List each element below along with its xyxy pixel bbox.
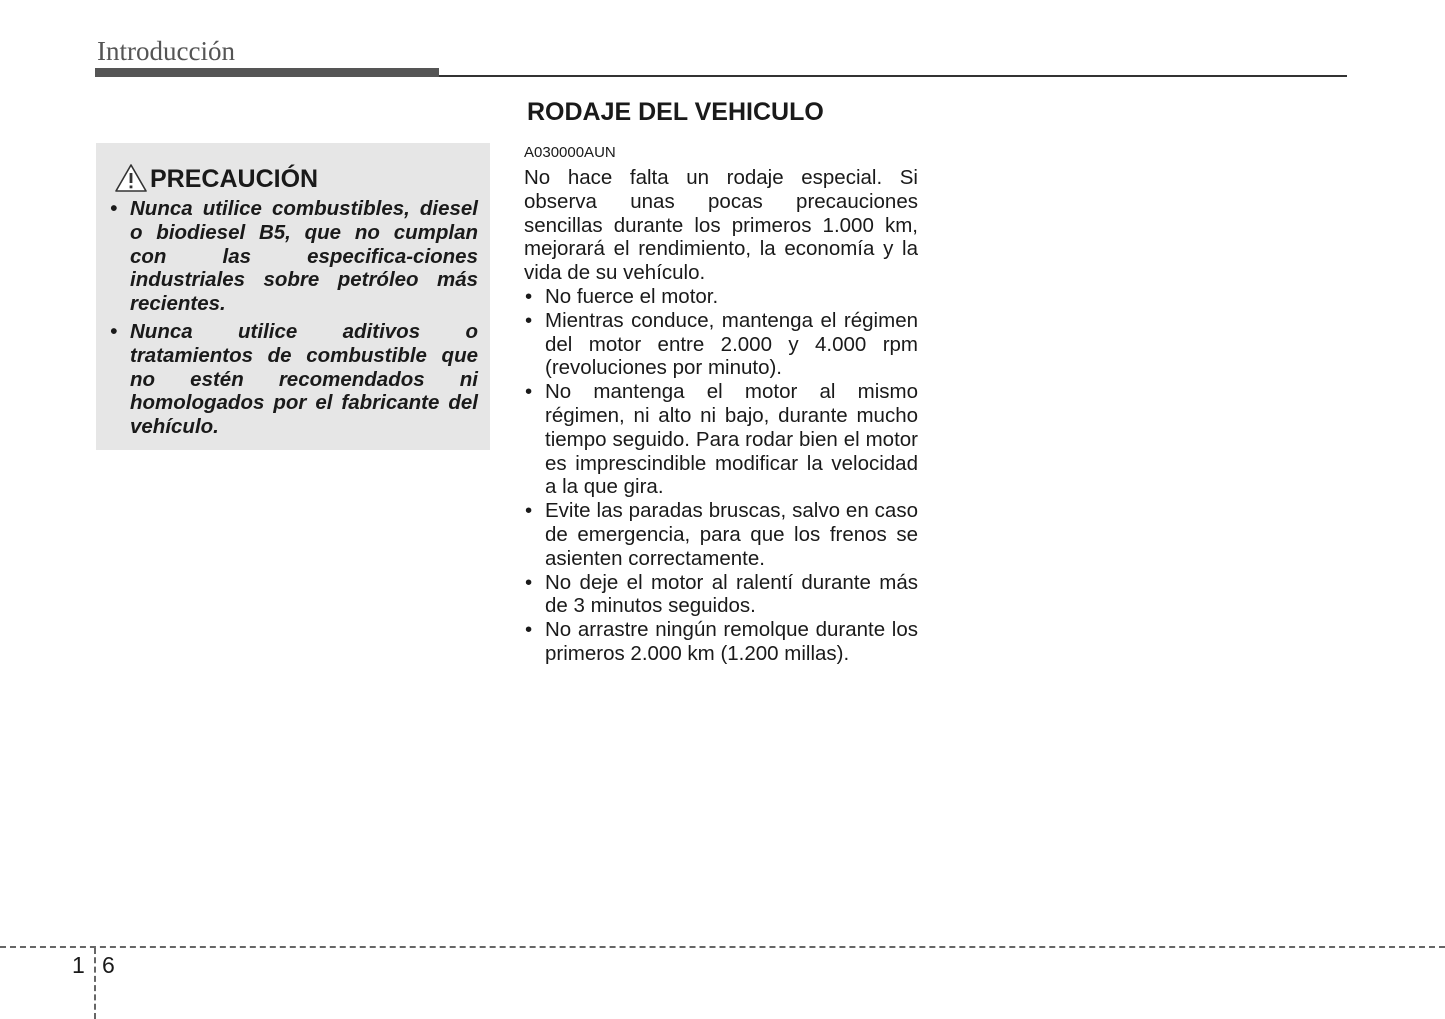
caution-item: • Nunca utilice aditivos o tratamientos de combustible que no estén recomendados ni homologados por el fabricante del vehículo. [108, 320, 478, 439]
list-item: • No deje el motor al ralentí durante más de 3 minutos seguidos. [524, 571, 918, 619]
section-title: RODAJE DEL VEHICULO [527, 98, 824, 126]
section-code: A030000AUN [524, 144, 616, 161]
page-number: 6 [102, 952, 115, 978]
footer-vertical-divider [94, 948, 96, 1019]
caution-title: PRECAUCIÓN [150, 165, 319, 193]
intro-paragraph: No hace falta un rodaje especial. Si observa unas pocas precauciones sencillas durante los primeros 1.000 km, mejorará el rendimiento, la economía y la vida de su vehículo. [524, 166, 918, 285]
list-item: • No mantenga el motor al mismo régimen, ni alto ni bajo, durante mucho tiempo seguido. Para rodar bien el motor es imprescindible modificar la velocidad a la que gira. [524, 380, 918, 499]
page-header-title: Introducción [97, 36, 235, 66]
caution-box [96, 143, 490, 450]
precautions-list [524, 285, 918, 666]
caution-header [108, 157, 478, 193]
footer-divider [0, 946, 1445, 948]
warning-triangle-icon [114, 163, 148, 193]
list-item: • No fuerce el motor. [524, 285, 918, 309]
chapter-number: 1 [72, 952, 85, 978]
main-column [524, 166, 918, 666]
caution-list [108, 197, 478, 439]
list-item: • No arrastre ningún remolque durante los primeros 2.000 km (1.200 millas). [524, 618, 918, 666]
caution-item: • Nunca utilice combustibles, diesel o biodiesel B5, que no cumplan con las especifica-ciones industriales sobre petróleo más recientes. [108, 197, 478, 316]
list-item: • Evite las paradas bruscas, salvo en caso de emergencia, para que los frenos se asienten correctamente. [524, 499, 918, 570]
list-item: • Mientras conduce, mantenga el régimen del motor entre 2.000 y 4.000 rpm (revoluciones por minuto). [524, 309, 918, 380]
header-bar [95, 68, 439, 77]
header-rule [439, 75, 1347, 77]
